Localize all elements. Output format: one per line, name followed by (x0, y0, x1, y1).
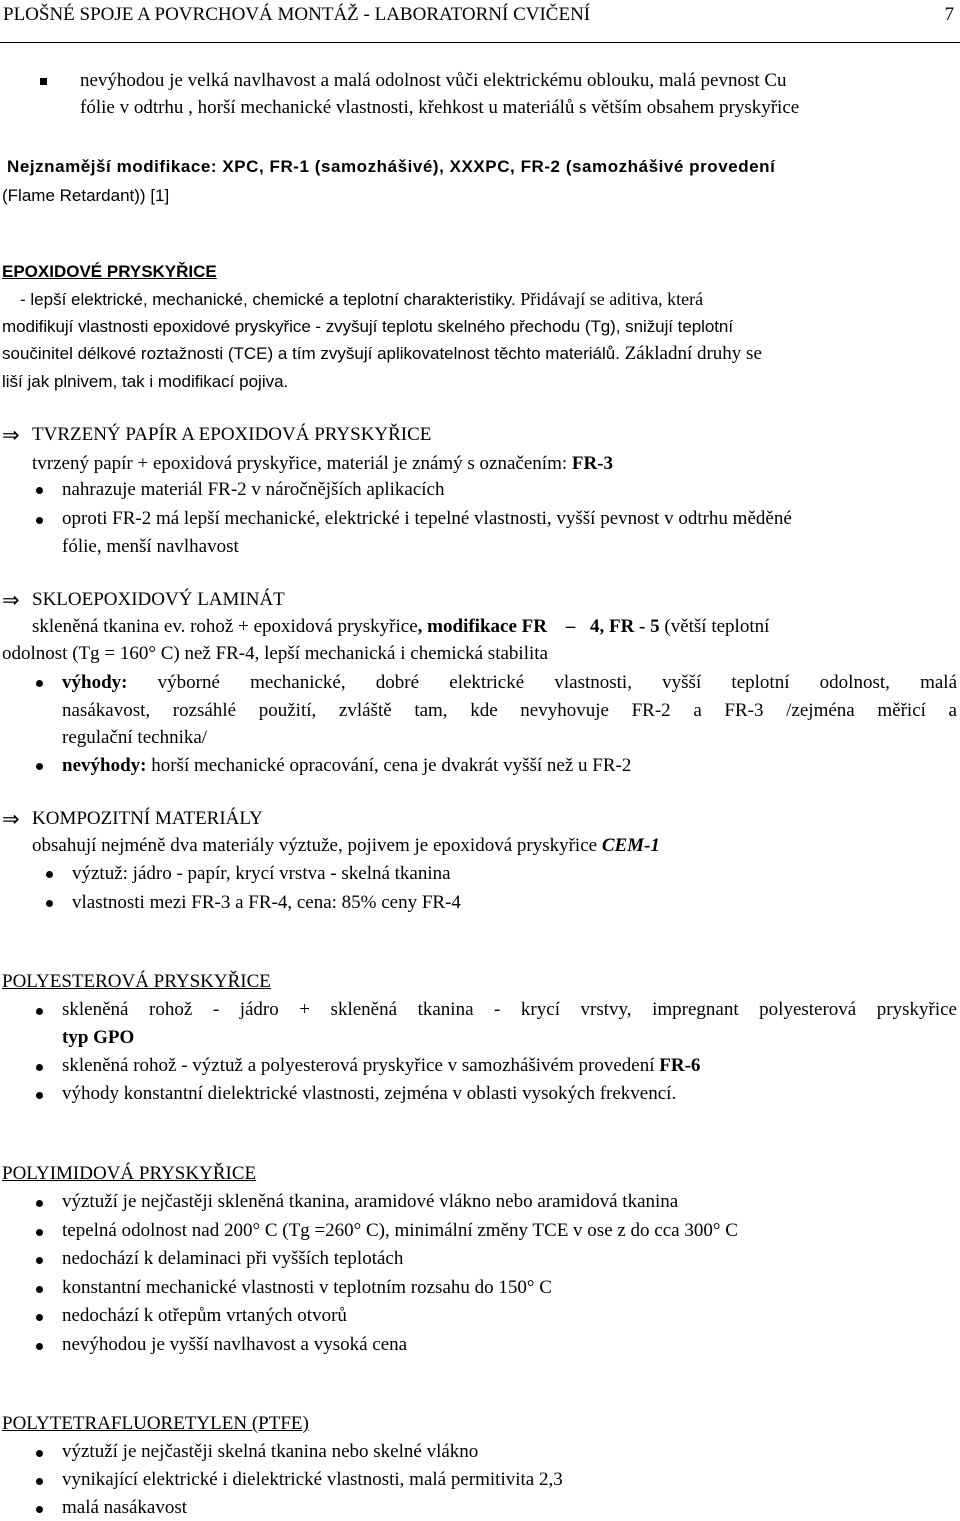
bullet-icon (36, 1286, 43, 1293)
sklo-line-1-dash: – (565, 616, 576, 637)
kompozit-bullet-1: výztuž: jádro - papír, krycí vrstva - skelná tkanina (72, 863, 451, 884)
square-bullet-icon (40, 78, 47, 85)
page-header (0, 0, 960, 43)
polyester-heading: POLYESTEROVÁ PRYSKYŘICE (2, 971, 271, 992)
bullet-icon (36, 1314, 43, 1321)
kompozit-desc (32, 833, 660, 859)
bullet-icon (46, 871, 53, 878)
sklo-advantages-text: výborné mechanické, dobré elektrické vlastnosti, vyšší teplotní odolnost, malá (157, 672, 957, 693)
header-title: PLOŠNÉ SPOJE A POVRCHOVÁ MONTÁŽ - LABORATORNÍ CVIČENÍ (3, 4, 591, 25)
modifications-line-1: Nejznamější modifikace: XPC, FR-1 (samozhášivé), XXXPC, FR-2 (samozhášivé provedení (7, 157, 776, 176)
sklo-line-1-num: 4 (589, 616, 600, 637)
modifications-line-2: (Flame Retardant)) [1] (2, 186, 170, 205)
epoxy-line-2: modifikují vlastnosti epoxidové pryskyřice - zvyšují teplotu skelného přechodu (Tg), snižují teplotní (2, 317, 734, 336)
bullet-icon (36, 1064, 43, 1071)
kompozit-bullet-2: vlastnosti mezi FR-3 a FR-4, cena: 85% ceny FR-4 (72, 892, 461, 913)
bullet-icon (36, 1343, 43, 1350)
bullet-icon (36, 1200, 43, 1207)
sklo-line-1-f: (větší teplotní (664, 616, 770, 637)
kompozit-desc-code: CEM-1 (601, 835, 660, 856)
polyester-bullet-1-line-1: skleněná rohož - jádro + skleněná tkanina - krycí vrstvy, impregnant polyesterová pryskyřice (62, 999, 957, 1020)
bullet-icon (36, 1506, 43, 1513)
tvrzeny-bullet-1: nahrazuje materiál FR-2 v náročnějších aplikacích (62, 479, 445, 500)
polyimid-item: tepelná odolnost nad 200° C (Tg =260° C), minimální změny TCE v ose z do cca 300° C (62, 1220, 738, 1241)
ptfe-item: vynikající elektrické i dielektrické vlastnosti, malá permitivita 2,3 (62, 1469, 563, 1490)
tvrzeny-desc-code: FR-3 (571, 453, 614, 474)
ptfe-heading: POLYTETRAFLUORETYLEN (PTFE) (2, 1413, 309, 1434)
polyimid-item: nevýhodou je vyšší navlhavost a vysoká cena (62, 1334, 408, 1355)
page-number: 7 (944, 4, 954, 25)
sklo-disadvantages (62, 753, 631, 779)
polyester-bullet-1-line-2: typ GPO (62, 1027, 135, 1048)
ptfe-item: malá nasákavost (62, 1497, 188, 1518)
bullet-icon (36, 680, 43, 687)
polyimid-item: výztuží je nejčastěji skleněná tkanina, aramidové vlákno nebo aramidová tkanina (62, 1191, 679, 1212)
bullet-icon (36, 1478, 43, 1485)
polyester-bullet-2-code: FR-6 (659, 1055, 701, 1076)
polyimid-item: konstantní mechanické vlastnosti v teplotním rozsahu do 150° C (62, 1277, 552, 1298)
epoxy-line-1-a: - lepší elektrické, mechanické, chemické a teplotní charakteristiky. (20, 290, 516, 309)
bullet-icon (36, 1092, 43, 1099)
intro-bullet-line-1: nevýhodou je velká navlhavost a malá odolnost vůči elektrickému oblouku, malá pevnost Cu (80, 70, 787, 91)
sklo-line-1-a: skleněná tkanina ev. rohož + epoxidová pryskyřice (32, 616, 418, 637)
right-double-arrow-icon: ⇒ (2, 588, 20, 612)
epoxy-line-1-b: Přidávají se aditiva, která (520, 289, 704, 309)
kompozit-desc-text: obsahují nejméně dva materiály výztuže, pojivem je epoxidová pryskyřice (32, 835, 598, 856)
polyimid-item: nedochází k otřepům vrtaných otvorů (62, 1305, 347, 1326)
right-double-arrow-icon: ⇒ (2, 807, 20, 831)
sklo-advantages-label: výhody: (62, 672, 128, 693)
bullet-icon (46, 900, 53, 907)
kompozit-heading: KOMPOZITNÍ MATERIÁLY (32, 808, 263, 829)
epoxy-line-3-b: Základní druhy se (624, 343, 762, 364)
bullet-icon (36, 487, 43, 494)
polyester-bullet-2-text: skleněná rohož - výztuž a polyesterová pryskyřice v samozhášivém provedení (62, 1055, 655, 1076)
bullet-icon (36, 1229, 43, 1236)
bullet-icon (36, 1257, 43, 1264)
polyester-bullet-2 (62, 1053, 700, 1079)
sklo-advantages-line-2: nasákavost, rozsáhlé použití, zvláště tam, kde nevyhovuje FR-2 a FR-3 /zejména měřicí a (62, 700, 957, 721)
bullet-icon (36, 1450, 43, 1457)
sklo-line-1-b: , modifikace FR (417, 616, 547, 637)
sklo-disadvantages-label: nevýhody: (62, 755, 147, 776)
epoxy-line-3-a: součinitel délkové roztažnosti (TCE) a tím zvyšují aplikovatelnost těchto materiálů. (2, 344, 620, 363)
polyimid-heading: POLYIMIDOVÁ PRYSKYŘICE (2, 1163, 257, 1184)
polyimid-item: nedochází k delaminaci při vyšších teplotách (62, 1248, 404, 1269)
tvrzeny-desc-text: tvrzený papír + epoxidová pryskyřice, materiál je známý s označením: (32, 453, 568, 474)
sklo-line-2: odolnost (Tg = 160° C) než FR-4, lepší mechanická i chemická stabilita (2, 643, 548, 664)
sklo-heading: SKLOEPOXIDOVÝ LAMINÁT (32, 589, 285, 610)
tvrzeny-desc (32, 451, 613, 477)
sklo-disadvantages-text: horší mechanické opracování, cena je dvakrát vyšší než u FR-2 (151, 755, 632, 776)
epoxy-heading: EPOXIDOVÉ PRYSKYŘICE (2, 262, 217, 281)
tvrzeny-heading: TVRZENÝ PAPÍR A EPOXIDOVÁ PRYSKYŘICE (32, 424, 432, 445)
tvrzeny-bullet-2-line-1: oproti FR-2 má lepší mechanické, elektrické i tepelné vlastnosti, vyšší pevnost v odtrhu měděné (62, 508, 792, 529)
bullet-icon (36, 1008, 43, 1015)
polyester-bullet-3: výhody konstantní dielektrické vlastnosti, zejména v oblasti vysokých frekvencí. (62, 1083, 677, 1104)
tvrzeny-bullet-2-line-2: fólie, menší navlhavost (62, 536, 239, 557)
bullet-icon (36, 763, 43, 770)
sklo-line-1-fr5: , FR - 5 (599, 616, 660, 637)
sklo-advantages-line-1 (62, 670, 957, 696)
bullet-icon (36, 517, 43, 524)
epoxy-line-3 (2, 341, 762, 367)
right-double-arrow-icon: ⇒ (2, 423, 20, 447)
ptfe-item: výztuží je nejčastěji skelná tkanina nebo skelné vlákno (62, 1441, 479, 1462)
sklo-line-1 (32, 614, 769, 640)
epoxy-line-1 (20, 286, 703, 313)
sklo-advantages-line-3: regulační technika/ (62, 727, 208, 748)
epoxy-line-4: liší jak plnivem, tak i modifikací pojiva. (2, 372, 289, 391)
intro-bullet-line-2: fólie v odtrhu , horší mechanické vlastnosti, křehkost u materiálů s větším obsahem pryskyřice (80, 97, 800, 118)
